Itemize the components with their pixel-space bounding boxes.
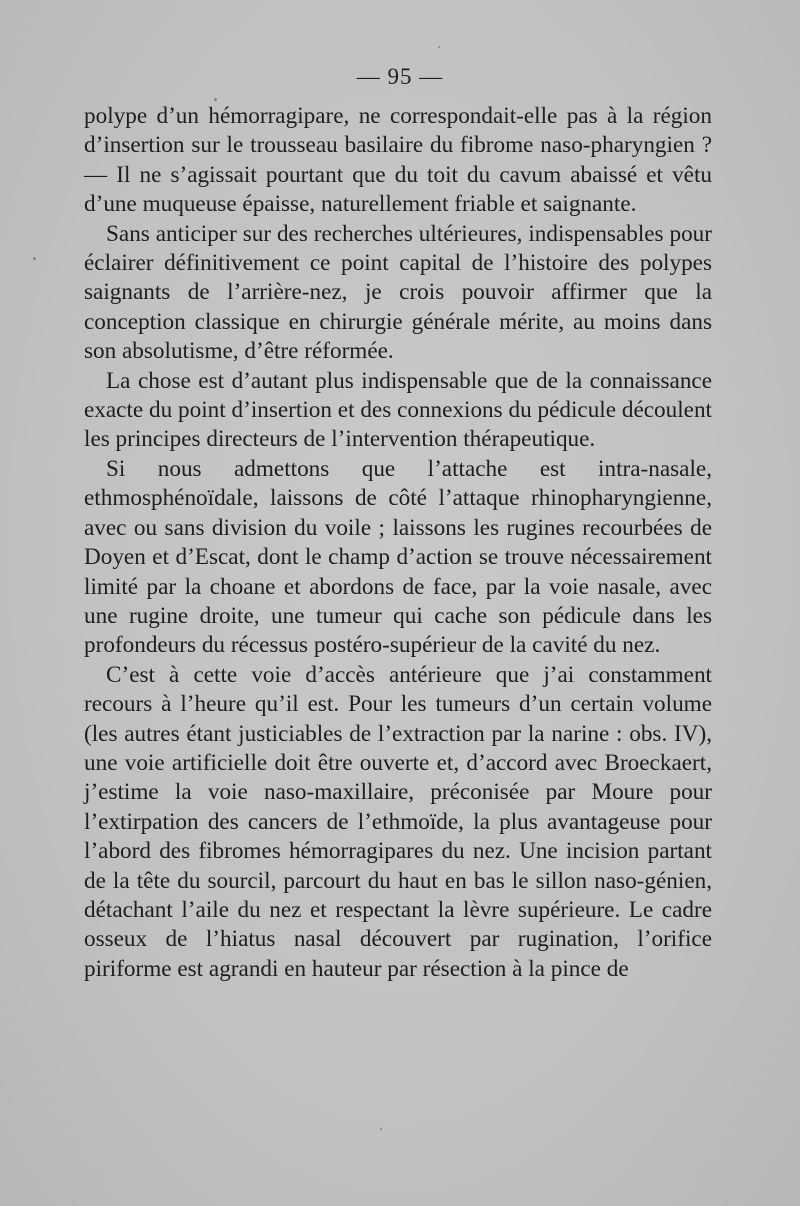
paper-speck [438, 46, 440, 48]
paragraph-2: Sans anticiper sur des recherches ultérieures, indispensables pour éclairer définitivement ce point capital de l’histoire des polypes saignants de l’arrière-nez, je crois pouvoir affirmer que la conception classique en chirurgie générale mérite, au moins dans son absolutisme, d’être réformée. [84, 220, 712, 365]
page-number: — 95 — [356, 64, 444, 89]
body-text [84, 102, 712, 984]
paragraph-4: Si nous admettons que l’attache est intra-nasale, ethmosphénoïdale, laissons de côté l’attaque rhinopharyngienne, avec ou sans division du voile ; laissons les rugines recourbées de Doyen et d’Escat, dont le champ d’action se trouve nécessairement limité par la choane et abordons de face, par la voie nasale, avec une rugine droite, une tumeur qui cache son pédicule dans les profondeurs du récessus postéro-supérieur de la cavité du nez. [84, 455, 712, 659]
paper-speck [214, 98, 217, 101]
paragraph-5: C’est à cette voie d’accès antérieure que j’ai constamment recours à l’heure qu’il est. Pour les tumeurs d’un certain volume (les autres étant justiciables de l’extraction par la narine : obs. IV), une voie artificielle doit être ouverte et, d’accord avec Broeckaert, j’estime la voie naso-maxillaire, préconisée par Moure pour l’extirpation des cancers de l’ethmoïde, la plus avantageuse pour l’abord des fibromes hémorragipares du nez. Une incision partant de la tête du sourcil, parcourt du haut en bas le sillon naso-génien, détachant l’aile du nez et respectant la lèvre supérieure. Le cadre osseux de l’hiatus nasal découvert par rugination, l’orifice piriforme est agrandi en hauteur par résection à la pince de [84, 661, 712, 982]
paragraph-3: La chose est d’autant plus indispensable que de la connaissance exacte du point d’insertion et des connexions du pédicule découlent les principes directeurs de l’intervention thérapeutique. [84, 367, 712, 453]
paragraph-1: polype d’un hémorragipare, ne correspondait-elle pas à la région d’insertion sur le trousseau basilaire du fibrome naso-pharyngien ? — Il ne s’agissait pourtant que du toit du cavum abaissé et vêtu d’une muqueuse épaisse, naturellement friable et saignante. [84, 103, 712, 218]
paper-speck [380, 1128, 382, 1130]
paper-speck [33, 257, 36, 260]
